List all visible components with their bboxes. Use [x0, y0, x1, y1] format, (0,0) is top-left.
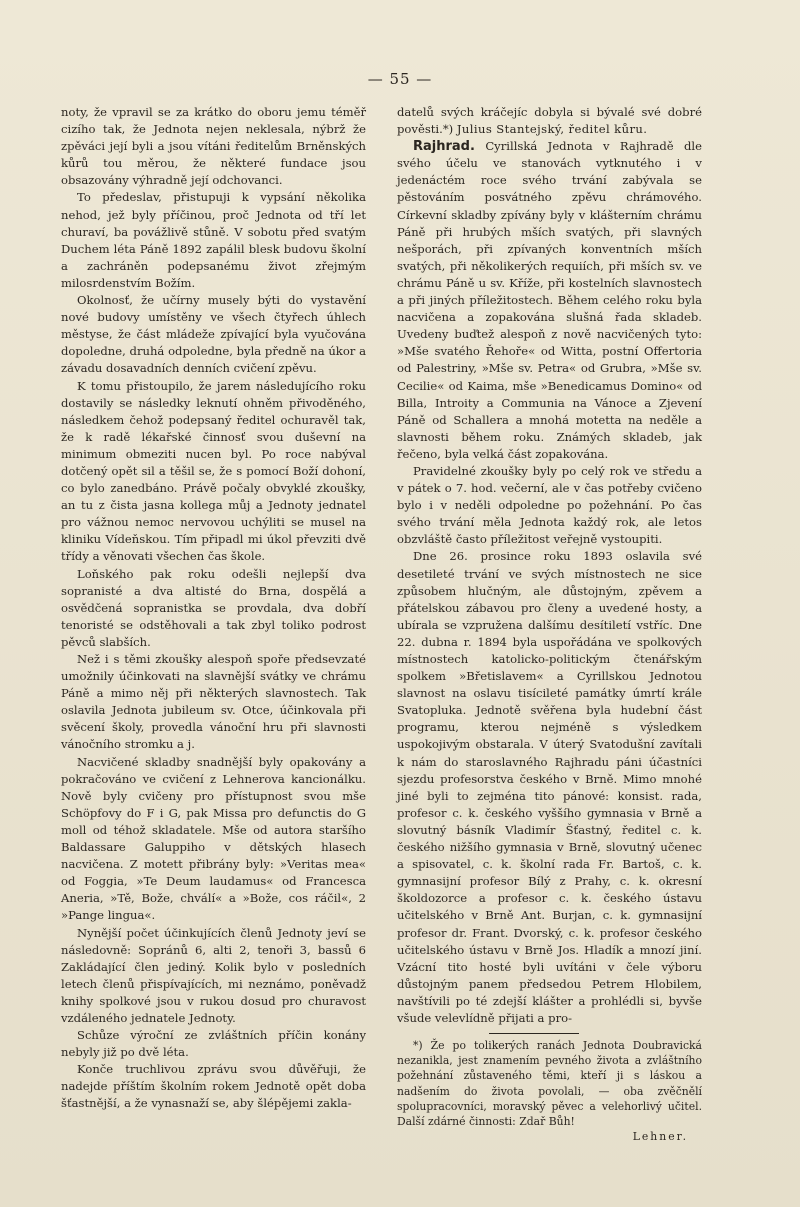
paragraph: K tomu přistoupilo, že jarem následujícího roku dostavily se následky leknutí ohněm přivoděného, následkem čehož podepsaný ředitel ochuravěl tak, že k radě lékařské činnosť svou duševní na minimum obmeziti nucen byl. Po roce nabýval dotčený opět sil a těšil se, že s pomocí Boží dohoní, co bylo zanedbáno. Právě počaly obvyklé zkoušky, an tu z čista jasna kollega můj a Jednoty jednatel pro vážnou nemoc nervovou uchýliti se musel na kliniku Vídeňskou. Tím připadl mi úkol převziti dvě třídy a věnovati všechen čas škole. — [61, 378, 366, 564]
section-text: Cyrillská Jednota v Rajhradě dle svého účelu ve stanovách vytknutého i v jedenáctém roce svého trvání zabývala se pěstováním posvátného zpěvu chrámového. Církevní skladby zpívány byly v klášterním chrámu Páně při hrubých mších svatých, při slavných nešporách, při zpívaných konventních mších svatých, při několikerých requiích, při mších sv. ve chrámu Páně u sv. Kříže, při kostelních slavnostech a při jiných příležitostech. Během celého roku byla nacvičena a zopakována slušná řada skladeb. Uvedeny buďtež alespoň z nově nacvičených tyto: »Mše svatého Řehoře« od Witta, postní Offertoria od Palestriny, »Mše sv. Petra« od Grubra, »Mše sv. Cecilie« od Kaima, mše »Benedicamus Domino« od Billa, Introity a Communia na Vánoce a Zjevení Páně od Schallera a mnohá motetta na neděle a slavnosti během roku. Známých skladeb, jak řečeno, byla velká část zopakována. — [397, 139, 702, 461]
footnote-signature: Lehner. — [632, 1130, 688, 1144]
paragraph: Nynější počet účinkujících členů Jednoty jeví se následovně: Sopránů 6, alti 2, tenoři 3, bassů 6 Zakládající člen jediný. Kolik bylo v posledních letech členů přispívajících, mi neznámo, poněvadž knihy spolkové jsou v rukou dosud pro churavost vzdáleného jednatele Jednoty. — [61, 925, 366, 1025]
section-paragraph — [397, 138, 702, 463]
paragraph: Okolnosť, že učírny musely býti do vystavění nové budovy umístěny ve všech čtyřech úhlech městyse, že část mládeže zpívající byla vyučována dopoledne, druhá odpoledne, byla předně na úkor a závadu dosavadních denních cvičení zpěvu. — [61, 293, 366, 376]
paragraph-continuation — [397, 104, 702, 138]
paragraph: To předeslav, přistupuji k vypsání několika nehod, jež byly příčinou, proč Jednota od tří let churaví, ba povážlivě stůně. V sobotu před svatým Duchem léta Páně 1892 zapálil blesk budovu školní a zachráněn podepsanému život zřejmým milosrdenstvím Božím. — [61, 190, 366, 290]
left-column — [61, 104, 366, 1113]
paragraph: Konče truchlivou zprávu svou důvěřuji, že nadejde příštím školním rokem Jednotě opět doba šťastnější, a že vynasnaží se, aby šlépějemi zakla- — [61, 1062, 366, 1111]
right-column — [397, 104, 702, 1144]
continuation-text: datelů svých kráčejíc dobyla si bývalé své dobré pověsti.*) — [397, 105, 702, 137]
report-signature: Julius Stantejský, ředitel kůru. — [456, 122, 648, 137]
paragraph: Nacvičené skladby snadnější byly opakovány a pokračováno ve cvičení z Lehnerova kancionálku. Nově byly cvičeny pro přístupnost svou mše Schöpfovy do F i G, pak Missa pro defunctis do G moll od téhož skladatele. Mše od autora staršího Baldassare Galuppiho v dětských hlasech nacvičena. Z motett přibrány byly: »Veritas mea« od Foggia, »Te Deum laudamus« od Francesca Aneria, »Tě, Bože, chválí« a »Bože, cos ráčil«, 2 »Pange lingua«. — [61, 754, 366, 923]
paragraph: Pravidelné zkoušky byly po celý rok ve středu a v pátek o 7. hod. večerní, ale v čas potřeby cvičeno bylo i v neděli odpoledne po požehnání. Po čas svého trvání měla Jednota každý rok, ale letos obzvláště často příležitost veřejně vystoupiti. — [397, 463, 702, 547]
paragraph: Schůze výroční ze zvláštních příčin konány nebyly již po dvě léta. — [61, 1028, 366, 1060]
page-number: — 55 — — [367, 70, 433, 88]
paragraph: Dne 26. prosince roku 1893 oslavila své desetileté trvání ve svých místnostech ne sice způsobem hlučným, ale důstojným, zpěvem a přátelskou zábavou pro členy a uvedené hosty, a ubírala se vzpružena dalšímu desítiletí vstříc. Dne 22. dubna r. 1894 byla uspořádána ve spolkových místnostech katolicko-politickým čtenářským spolkem »Břetislavem« a Cyrillskou Jednotou slavnost na oslavu tisícileté památky úmrtí krále Svatopluka. Jednotě svěřena byla hudební část programu, kterou nejméně s výsledkem uspokojivým obstarala. V úterý Svatodušní zavítali k nám do staroslavného Rajhradu páni účastníci sjezdu profesorstva českého v Brně. Mimo mnohé jiné byli to zejména tito pánové: konsist. rada, profesor c. k. českého vyššího gymnasia v Brně a slovutný básník Vladimír Šťastný, ředitel c. k. českého nižšího gymnasia v Brně, slovutný učenec a spisovatel, c. k. školní rada Fr. Bartoš, c. k. gymnasijní profesor Bílý z Prahy, c. k. okresní školdozorce a profesor c. k. českého ústavu učitelského v Brně Ant. Burjan, c. k. gymnasijní profesor dr. Frant. Dvorský, c. k. profesor českého učitelského ústavu v Brně Jos. Hladík a mnozí jiní. Vzácní tito hosté byli uvítáni v čele výboru důstojným panem předsedou Petrem Hlobilem, navštívili po té zdejší klášter a prohlédli si, byvše všude velevlídně přijati a pro- — [397, 549, 702, 1025]
paragraph: noty, že vpravil se za krátko do oboru jemu téměř cizího tak, že Jednota nejen neklesala, nýbrž že zpěváci její byli a jsou vítáni ředitelům Brněnských kůrů tou měrou, že některé fundace jsou obsazovány výhradně její odchovanci. — [61, 105, 366, 188]
paragraph: Než i s těmi zkoušky alespoň spoře předsevzaté umožnily účinkovati na slavnější svátky ve chrámu Páně a mimo něj při některých slavnostech. Tak oslavila Jednota jubileum sv. Otce, účinkovala při svěcení školy, provedla vánoční hru při slavnosti vánočního stromku a j. — [61, 652, 366, 752]
footnote: *) Že po tolikerých ranách Jednota Doubravická nezanikla, jest znamením pevného života a zvláštního požehnání zůstaveného těmi, kteří ji s láskou a nadšením do života povolali, — oba zvěčnělí spolupracovníci, moravský pěvec a velehorlivý učitel. Další zdárné činnosti: Zdař Bůh! — [397, 1039, 702, 1129]
section-heading: Rajhrad. — [413, 139, 475, 155]
footnote-divider — [489, 1033, 579, 1034]
paragraph: Loňského pak roku odešli nejlepší dva sopranisté a dva altisté do Brna, dospělá a osvědčená sopranistka se provdala, dva dobří tenoristé se odstěhovali a tak zbyl toliko podrost pěvců slabších. — [61, 566, 366, 649]
